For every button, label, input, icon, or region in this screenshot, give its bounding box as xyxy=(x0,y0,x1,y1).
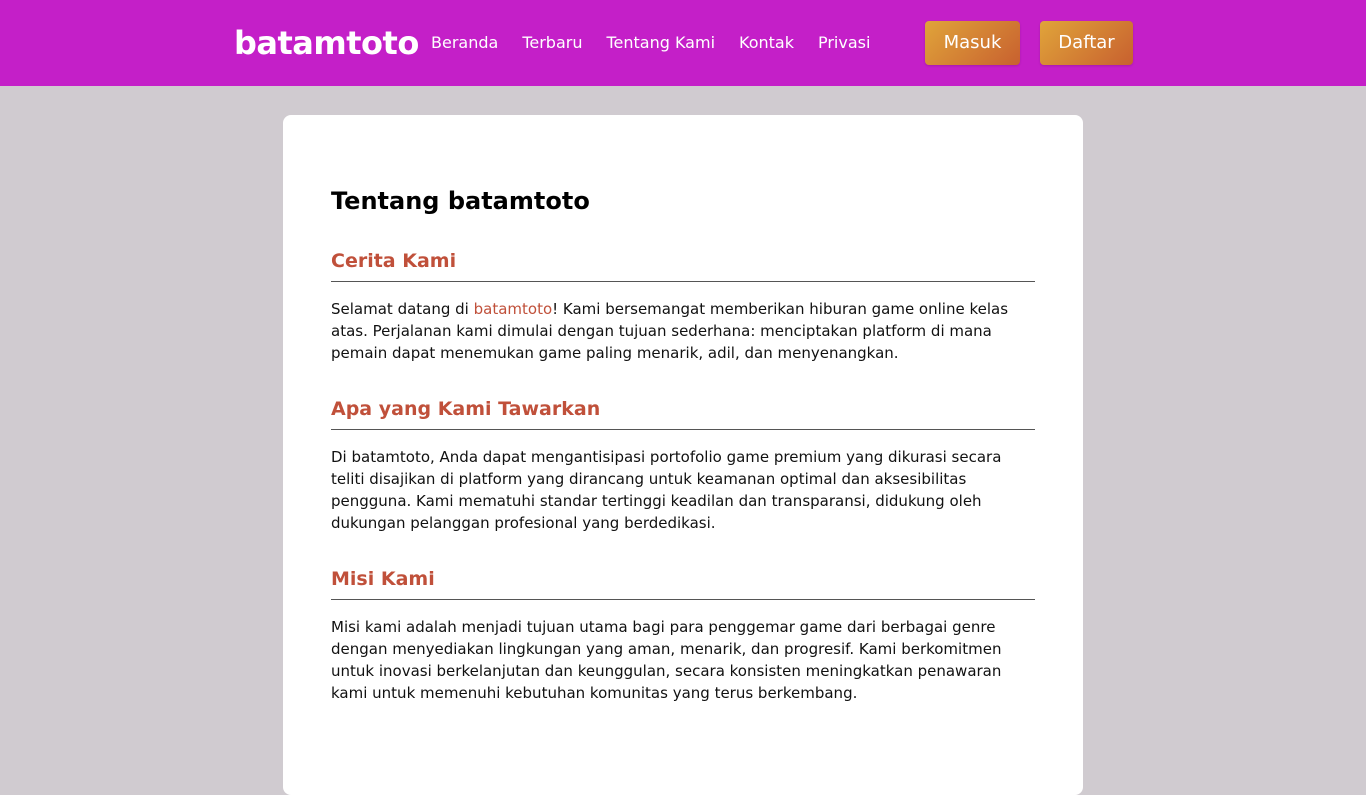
section-text-cerita-kami xyxy=(331,298,1035,364)
section-heading-misi-kami: Misi Kami xyxy=(331,566,1035,600)
section-text-misi-kami: Misi kami adalah menjadi tujuan utama bagi para penggemar game dari berbagai genre dengan menyediakan lingkungan yang aman, menarik, dan progresif. Kami berkomitmen untuk inovasi berkelanjutan dan keunggulan, secara konsisten meningkatkan penawaran kami untuk memenuhi kebutuhan komunitas yang terus berkembang. xyxy=(331,618,1002,702)
section-heading-cerita-kami: Cerita Kami xyxy=(331,248,1035,282)
section-text-apa-yang-kami-tawarkan: Di batamtoto, Anda dapat mengantisipasi portofolio game premium yang dikurasi secara teliti disajikan di platform yang dirancang untuk keamanan optimal dan aksesibilitas pengguna. Kami mematuhi standar tertinggi keadilan dan transparansi, didukung oleh dukungan pelanggan profesional yang berdedikasi. xyxy=(331,448,1002,532)
text-before-link: Selamat datang di xyxy=(331,300,474,318)
section-heading-apa-yang-kami-tawarkan: Apa yang Kami Tawarkan xyxy=(331,396,1035,430)
nav-link-tentang-kami[interactable]: Tentang Kami xyxy=(606,33,716,52)
register-button[interactable]: Daftar xyxy=(1040,21,1133,65)
site-logo[interactable]: batamtoto xyxy=(234,24,419,62)
nav-link-kontak[interactable]: Kontak xyxy=(739,33,794,52)
nav-link-beranda[interactable]: Beranda xyxy=(431,33,499,52)
login-button[interactable]: Masuk xyxy=(925,21,1020,65)
text-after-link: ! Kami bersemangat memberikan hiburan game online kelas atas. Perjalanan kami dimulai dengan tujuan sederhana: menciptakan platform di mana pemain dapat menemukan game paling menarik, adil, dan menyenangkan. xyxy=(331,300,1009,362)
nav-link-privasi[interactable]: Privasi xyxy=(817,33,871,52)
nav-link-terbaru[interactable]: Terbaru xyxy=(522,33,583,52)
main-nav xyxy=(431,32,870,54)
site-header xyxy=(0,0,1366,86)
content-card xyxy=(283,115,1083,795)
batamtoto-link[interactable]: batamtoto xyxy=(473,300,553,318)
page-title: Tentang batamtoto xyxy=(331,187,590,215)
